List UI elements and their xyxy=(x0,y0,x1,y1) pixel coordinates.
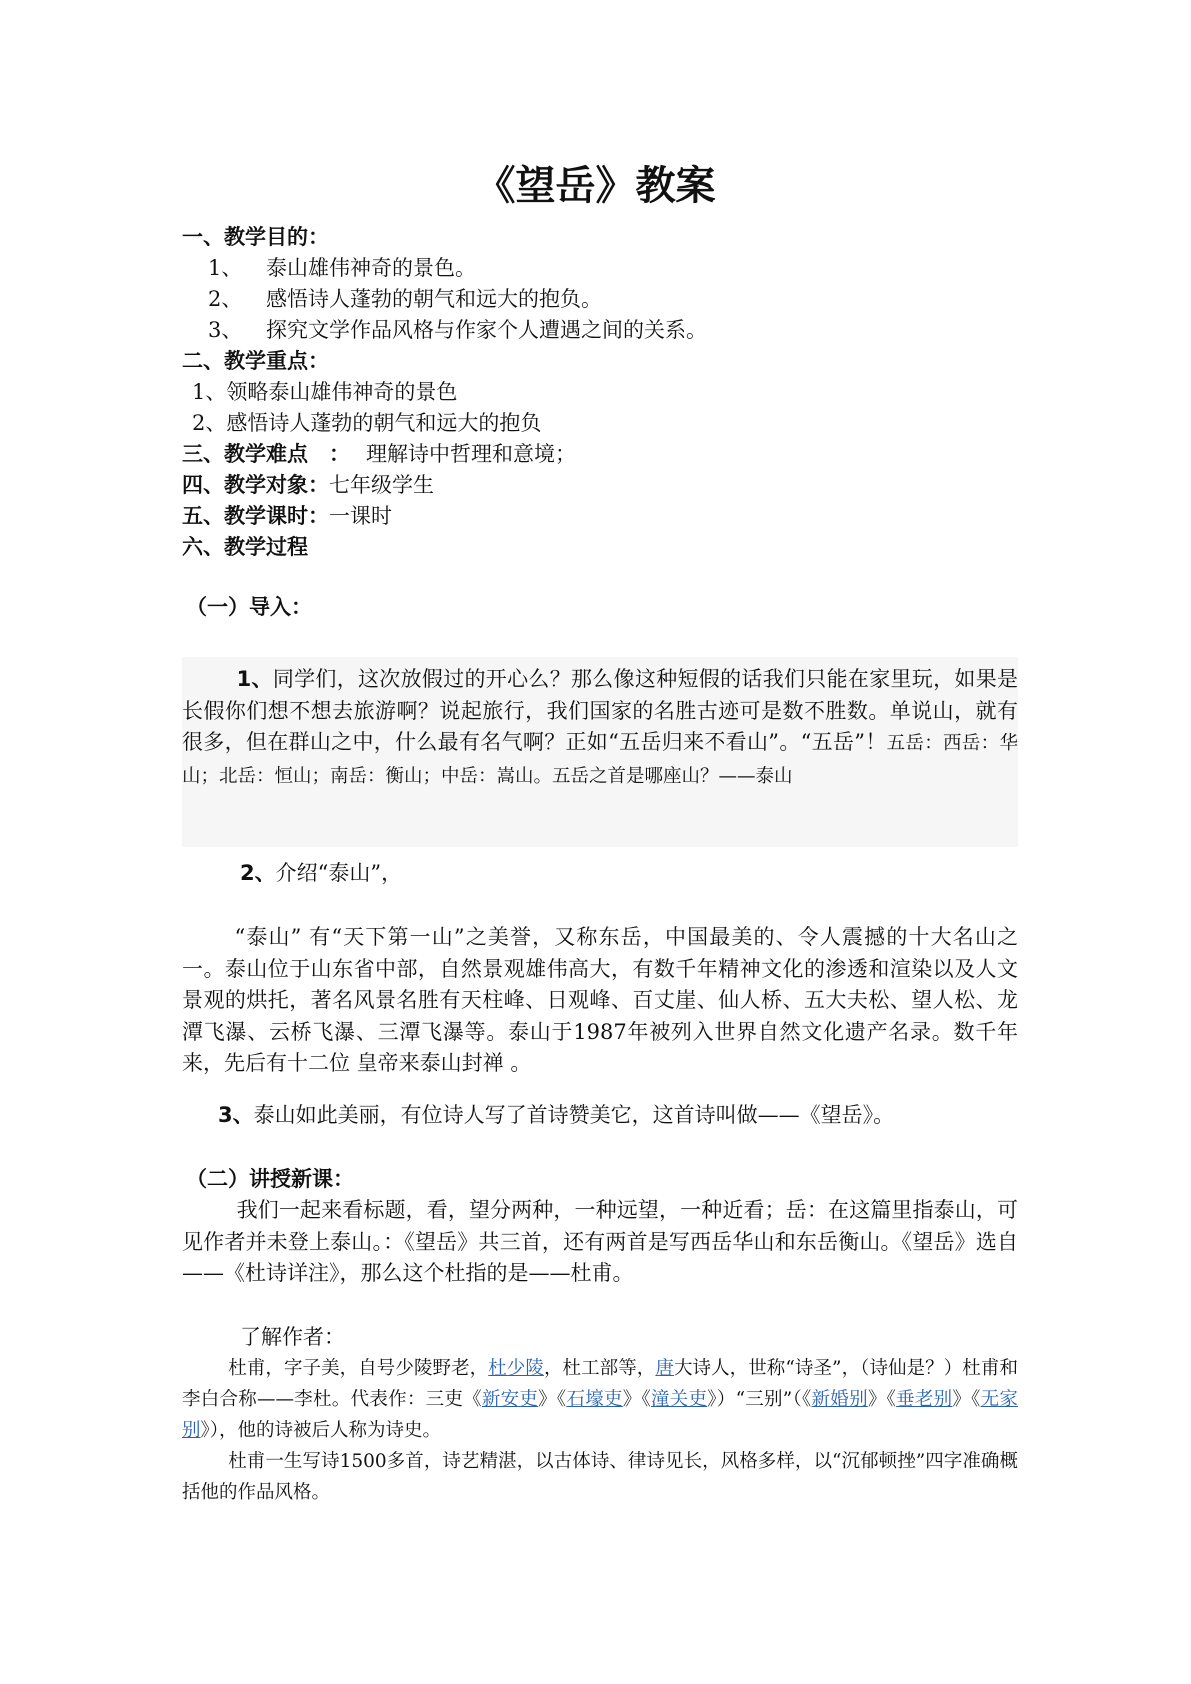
lesson-heading: （二）讲授新课： xyxy=(186,1167,354,1191)
link-chuilaobie[interactable]: 垂老别 xyxy=(896,1389,953,1410)
intro-heading: （一）导入： xyxy=(186,595,312,619)
objectives-heading: 一、教学目的： xyxy=(182,225,329,249)
process-heading: 六、教学过程 xyxy=(182,535,308,559)
link-tang[interactable]: 唐 xyxy=(655,1358,674,1379)
style-paragraph: 杜甫一生写诗1500多首，诗艺精湛，以古体诗、律诗见长，风格多样，以“沉郁顿挫”四字准确概括他的作品风格。 xyxy=(182,1451,1018,1503)
key-point-item: 1、领略泰山雄伟神奇的景色 xyxy=(192,380,458,404)
difficulty-line: 三、教学难点 ： 理解诗中哲理和意境； xyxy=(182,442,576,466)
link-xinanli[interactable]: 新安吏 xyxy=(481,1389,539,1410)
key-point-item: 2、感悟诗人蓬勃的朝气和远大的抱负 xyxy=(192,411,542,435)
author-heading: 了解作者： xyxy=(240,1325,345,1349)
hours-line: 五、教学课时：一课时 xyxy=(182,504,392,528)
intro-paragraph-1: 1、同学们，这次放假过的开心么？那么像这种短假的话我们只能在家里玩，如果是长假你们想不想去旅游啊？说起旅行，我们国家的名胜古迹可是数不胜数。单说山，就有很多，但在群山之中，什么最有名气啊？正如“五岳归来不看山”。“五岳”！五岳：西岳：华山；北岳：恒山；南岳：衡山；中岳：嵩山。五岳之首是哪座山？——泰山 xyxy=(182,667,1018,787)
intro-paragraph-4: 3、泰山如此美丽，有位诗人写了首诗赞美它，这首诗叫做——《望岳》。 xyxy=(218,1103,895,1127)
objective-item: 1、 泰山雄伟神奇的景色。 xyxy=(208,256,476,280)
taishan-paragraph: “泰山” 有“天下第一山”之美誉，又称东岳，中国最美的、令人震撼的十大名山之一。泰山位于山东省中部，自然景观雄伟高大，有数千年精神文化的渗透和渲染以及人文景观的烘托，著名风景名胜有天柱峰、日观峰、百丈崖、仙人桥、五大夫松、望人松、龙潭飞瀑、云桥飞瀑、三潭飞瀑等。泰山于1987年被列入世界自然文化遗产名录。数千年来，先后有十二位 皇帝来泰山封禅 。 xyxy=(182,925,1018,1075)
objective-item: 3、 探究文学作品风格与作家个人遭遇之间的关系。 xyxy=(208,318,707,342)
intro-paragraph-2: 2、介绍“泰山”， xyxy=(240,861,403,885)
document-title: 《望岳》教案 xyxy=(475,163,716,209)
audience-line: 四、教学对象：七年级学生 xyxy=(182,473,434,497)
link-xinhunbie[interactable]: 新婚别 xyxy=(811,1389,868,1410)
link-du-shaoling[interactable]: 杜少陵 xyxy=(488,1358,544,1379)
objective-item: 2、 感悟诗人蓬勃的朝气和远大的抱负。 xyxy=(208,287,602,311)
link-tongguanli[interactable]: 潼关吏 xyxy=(651,1389,708,1410)
lesson-paragraph: 我们一起来看标题，看，望分两种，一种远望，一种近看；岳：在这篇里指泰山，可见作者并未登上泰山。：《望岳》共三首，还有两首是写西岳华山和东岳衡山。《望岳》选自——《杜诗详注》，那么这个杜指的是——杜甫。 xyxy=(182,1198,1018,1285)
link-shihaoli[interactable]: 石壕吏 xyxy=(566,1389,623,1410)
key-points-heading: 二、教学重点： xyxy=(182,349,329,373)
author-paragraph: 杜甫，字子美，自号少陵野老，杜少陵，杜工部等，唐大诗人，世称“诗圣”，（诗仙是？）杜甫和李白合称——李杜。代表作：三吏《新安吏》《石壕吏》《潼关吏》）“三别”（《新婚别》《垂老别》《无家别》），他的诗被后人称为诗史。 xyxy=(182,1358,1018,1441)
link-wujiabie[interactable]: 无家别 xyxy=(182,1389,1018,1441)
